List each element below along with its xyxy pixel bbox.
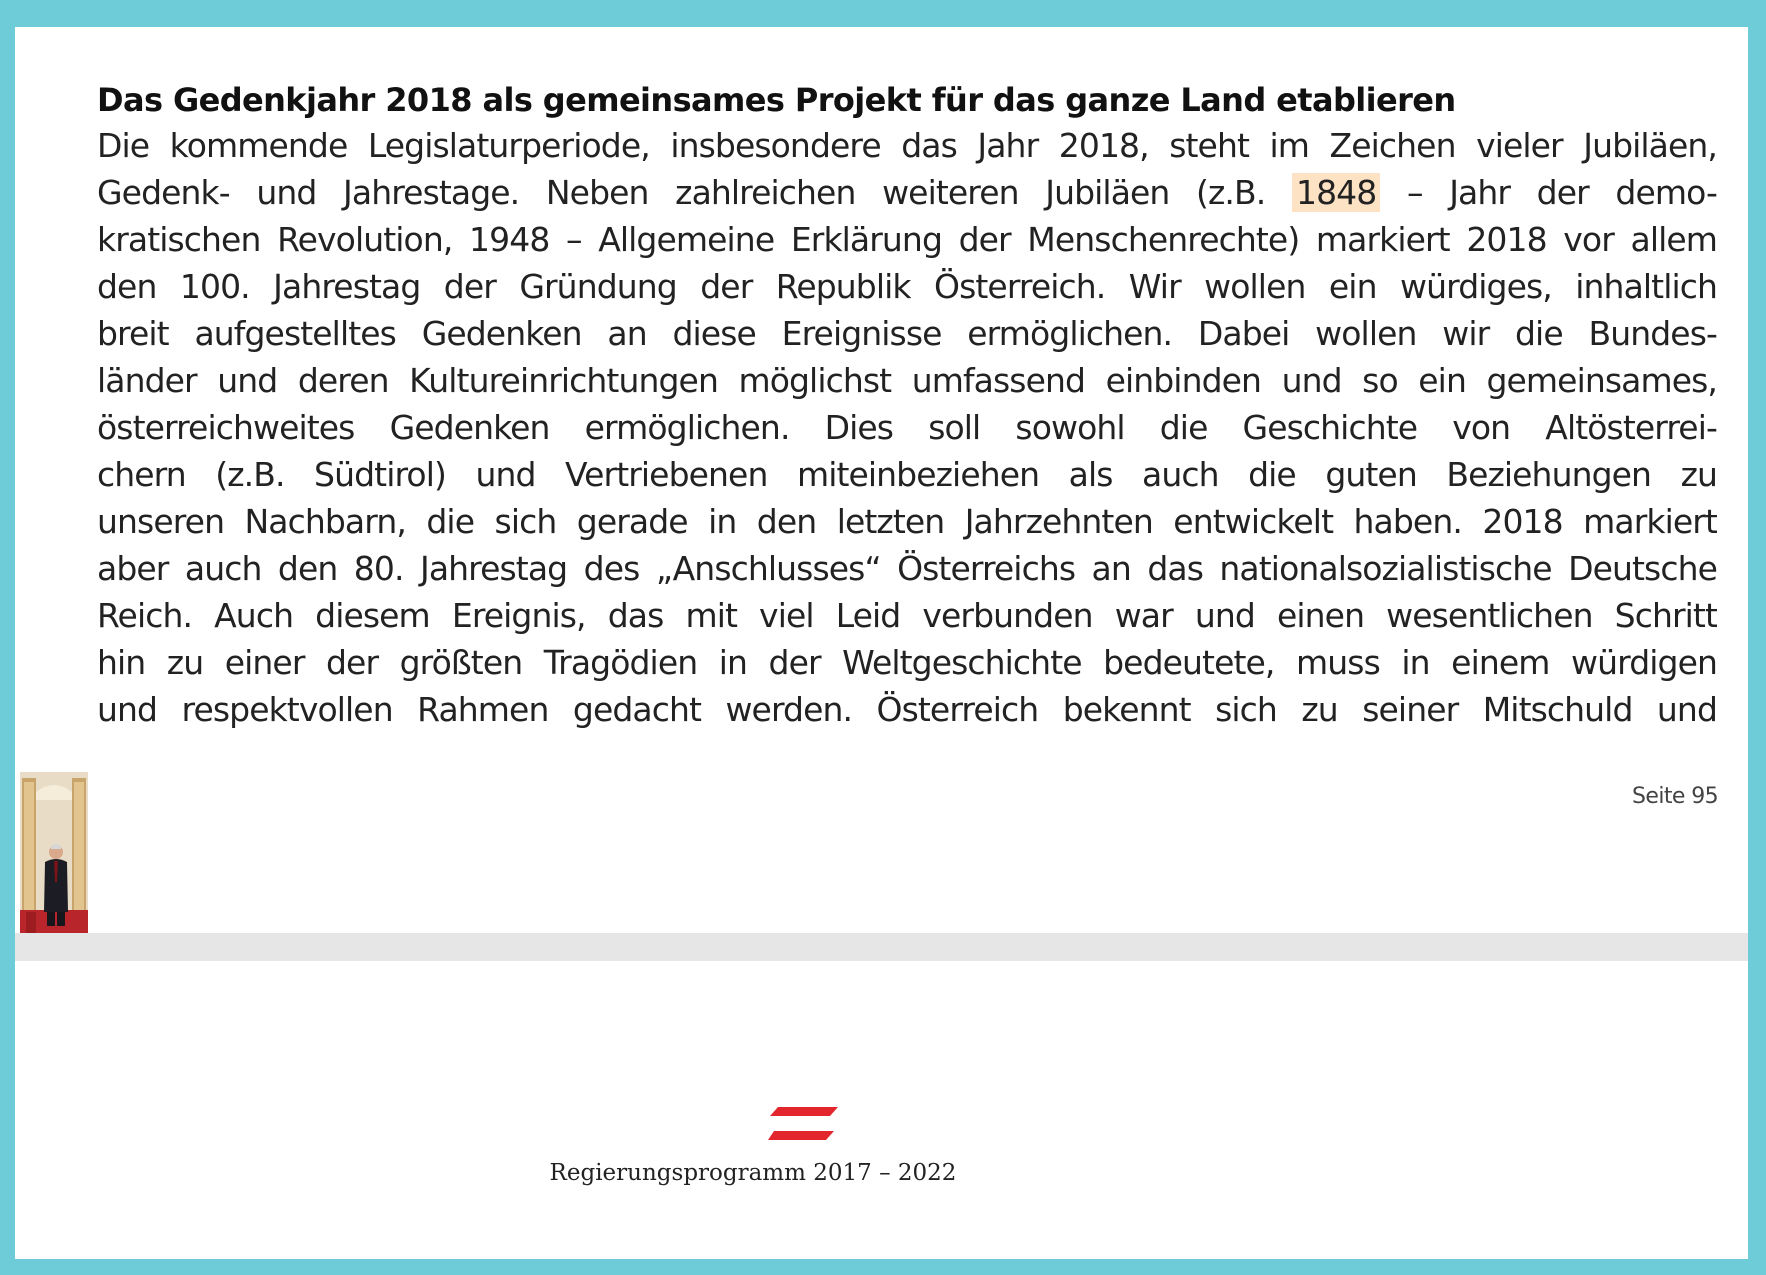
body-line-2-start: Gedenk- und Jahrestage. Neben zahlreichen weiteren Jubiläen (z.B.: [97, 173, 1266, 212]
document-page: [15, 27, 1748, 1259]
highlighted-year[interactable]: 1848: [1292, 173, 1380, 212]
body-line-7: österreichweites Gedenken ermöglichen. Dies soll sowohl die Geschichte von Altösterrei-: [97, 408, 1717, 447]
body-line-1: Die kommende Legislaturperiode, insbesondere das Jahr 2018, steht im Zeichen vieler Jubiläen,: [97, 126, 1717, 165]
body-line-8: chern (z.B. Südtirol) und Vertriebenen miteinbeziehen als auch die guten Beziehungen zu: [97, 455, 1717, 494]
austria-flag-logo-icon: [768, 1107, 838, 1141]
person-photo-icon: [20, 772, 88, 934]
body-line-4: den 100. Jahrestag der Gründung der Republik Österreich. Wir wollen ein würdiges, inhaltlich: [97, 267, 1717, 306]
body-line-9: unseren Nachbarn, die sich gerade in den letzten Jahrzehnten entwickelt haben. 2018 markiert: [97, 502, 1717, 541]
body-line-10: aber auch den 80. Jahrestag des „Anschlusses“ Österreichs an das nationalsozialistische Deutsche: [97, 549, 1717, 588]
divider-band: [15, 933, 1748, 961]
person-photo-thumbnail[interactable]: [20, 772, 88, 934]
body-line-12: hin zu einer der größten Tragödien in der Weltgeschichte bedeutete, muss in einem würdigen: [97, 643, 1717, 682]
body-line-13: und respektvollen Rahmen gedacht werden. Österreich bekennt sich zu seiner Mitschuld und: [97, 690, 1717, 729]
body-line-3: kratischen Revolution, 1948 – Allgemeine Erklärung der Menschenrechte) markiert 2018 vor allem: [97, 220, 1717, 259]
body-line-2: [97, 169, 1717, 216]
footer-title: Regierungsprogramm 2017 – 2022: [549, 1160, 957, 1186]
section-body: [97, 122, 1717, 733]
body-line-2-end: – Jahr der demo-: [1407, 173, 1717, 212]
section-heading: Das Gedenkjahr 2018 als gemeinsames Projekt für das ganze Land etablieren: [97, 81, 1456, 119]
austria-flag-logo: [768, 1107, 838, 1141]
body-line-6: länder und deren Kultureinrichtungen möglichst umfassend einbinden und so ein gemeinsames,: [97, 361, 1717, 400]
body-line-11: Reich. Auch diesem Ereignis, das mit viel Leid verbunden war und einen wesentlichen Schritt: [97, 596, 1717, 635]
body-line-5: breit aufgestelltes Gedenken an diese Ereignisse ermöglichen. Dabei wollen wir die Bundes-: [97, 314, 1717, 353]
page-number: Seite 95: [1632, 784, 1718, 809]
